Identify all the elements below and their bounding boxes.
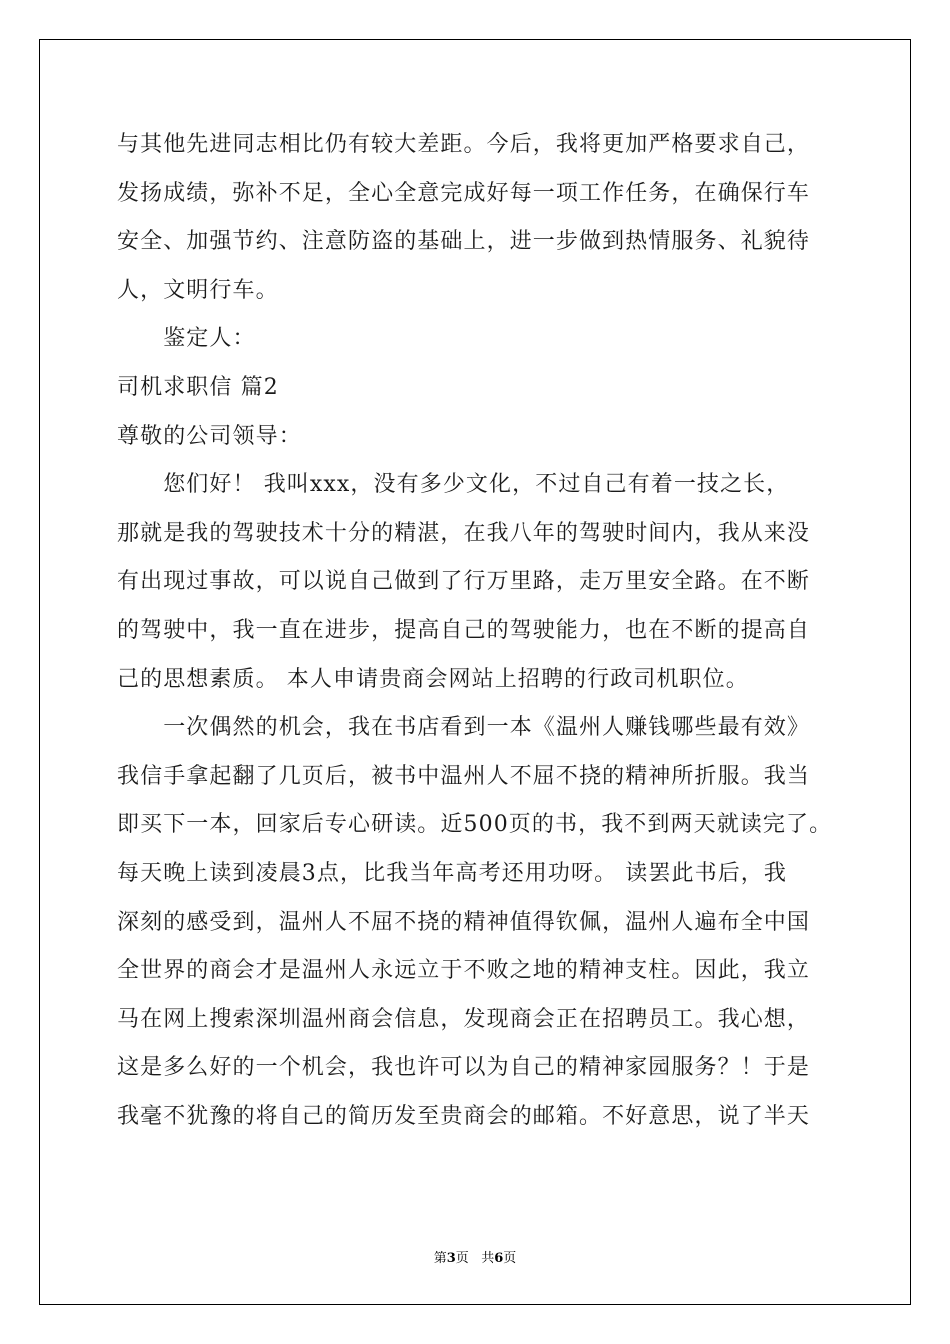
page-footer — [0, 1247, 950, 1266]
text-line-17: 深刻的感受到，温州人不屈不挠的精神值得钦佩，温州人遍布全中国 — [117, 909, 811, 935]
footer-prefix: 第 — [433, 1251, 447, 1266]
text-line-18: 全世界的商会才是温州人永远立于不败之地的精神支柱。因此，我立 — [117, 958, 811, 984]
text-line-1: 与其他先进同志相比仍有较大差距。今后，我将更加严格要求自己， — [117, 132, 811, 157]
text-line-13: 一次偶然的机会，我在书店看到一本《温州人赚钱哪些最有效》 — [117, 715, 811, 741]
footer-total-prefix: 共 — [481, 1251, 495, 1266]
text-line-2: 发扬成绩，弥补不足，全心全意完成好每一项工作任务，在确保行车 — [117, 180, 811, 206]
text-line-9: 那就是我的驾驶技术十分的精湛，在我八年的驾驶时间内，我从来没 — [117, 520, 811, 546]
text-line-16: 每天晚上读到凌晨3点，比我当年高考还用功呀。 读罢此书后，我 — [117, 860, 787, 886]
section-heading: 司机求职信 篇2 — [117, 374, 279, 400]
total-page-number: 6 — [494, 1251, 504, 1266]
text-line-12: 己的思想素质。 本人申请贵商会网站上招聘的行政司机职位。 — [117, 666, 749, 692]
text-line-19: 马在网上搜索深圳温州商会信息，发现商会正在招聘员工。我心想， — [117, 1006, 811, 1032]
text-line-21: 我毫不犹豫的将自己的简历发至贵商会的邮箱。不好意思，说了半天 — [117, 1103, 811, 1129]
text-line-15: 即买下一本，回家后专心研读。近500页的书，我不到两天就读完了。 — [117, 812, 833, 838]
footer-total-unit: 页 — [503, 1251, 517, 1266]
current-page-number: 3 — [446, 1251, 456, 1266]
text-line-8: 您们好！ 我叫xxx，没有多少文化，不过自己有着一技之长， — [117, 472, 790, 498]
appraiser-label: 鉴定人： — [117, 326, 256, 352]
text-line-4: 人，文明行车。 — [117, 277, 279, 303]
text-line-20: 这是多么好的一个机会，我也许可以为自己的精神家园服务？！于是 — [117, 1055, 811, 1081]
document-body — [117, 125, 837, 1145]
text-line-3: 安全、加强节约、注意防盗的基础上，进一步做到热情服务、礼貌待 — [117, 229, 811, 255]
text-line-11: 的驾驶中，我一直在进步，提高自己的驾驶能力，也在不断的提高自 — [117, 617, 811, 643]
footer-page-unit: 页 — [455, 1251, 469, 1266]
salutation: 尊敬的公司领导： — [117, 423, 302, 449]
text-line-10: 有出现过事故，可以说自己做到了行万里路，走万里安全路。在不断 — [117, 569, 811, 595]
text-line-14: 我信手拿起翻了几页后，被书中温州人不屈不挠的精神所折服。我当 — [117, 763, 811, 789]
